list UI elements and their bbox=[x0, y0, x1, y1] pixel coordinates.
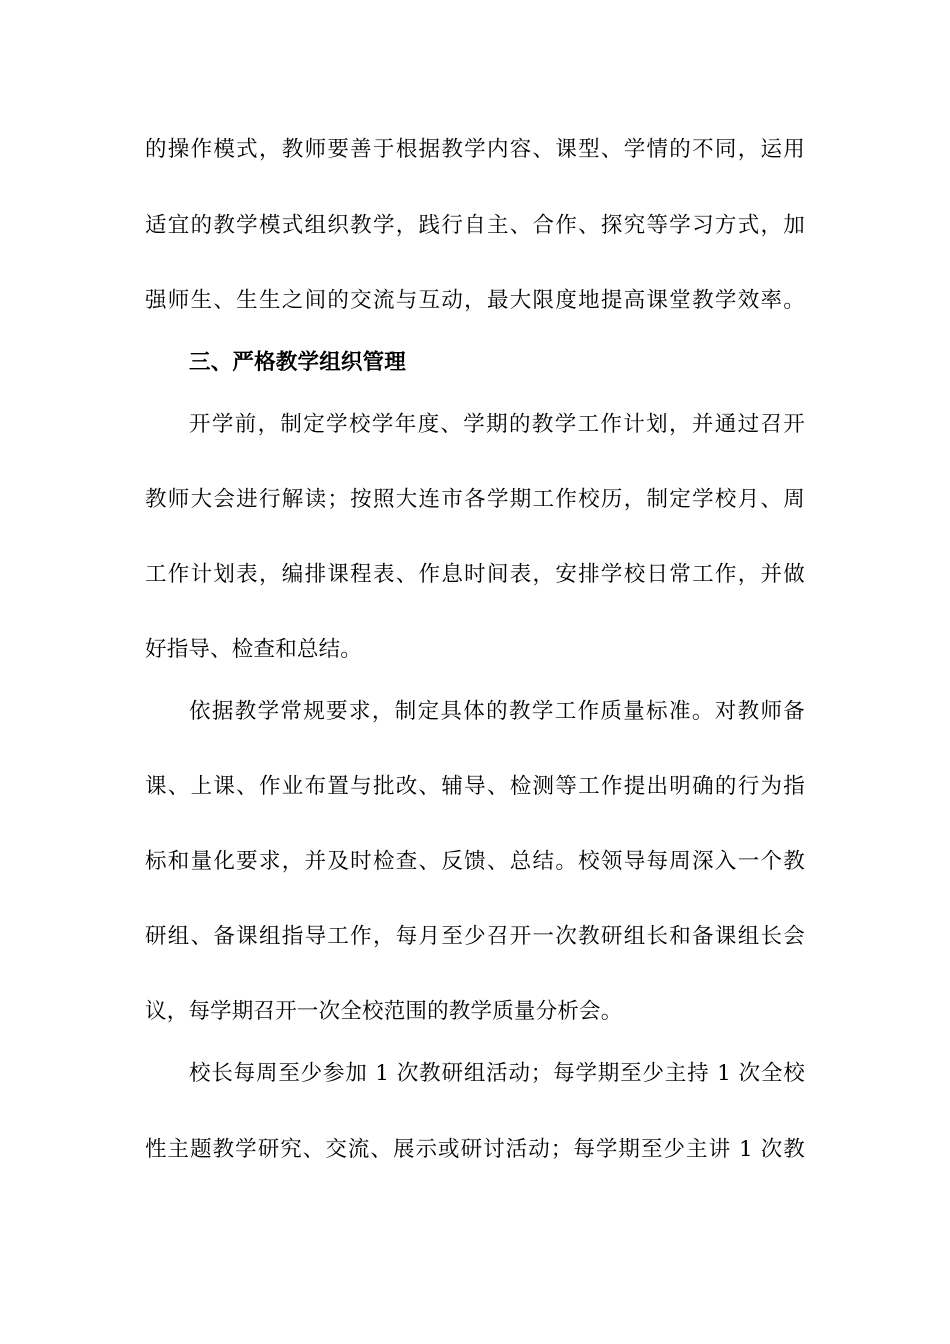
text-line: 的操作模式，教师要善于根据教学内容、课型、学情的不同，运用 bbox=[145, 137, 805, 162]
text-line: 开学前，制定学校学年度、学期的教学工作计划，并通过召开 bbox=[189, 412, 805, 437]
section-heading: 三、严格教学组织管理 bbox=[189, 350, 407, 375]
text-line: 研组、备课组指导工作，每月至少召开一次教研组长和备课组长会 bbox=[145, 924, 805, 949]
text-line: 适宜的教学模式组织教学，践行自主、合作、探究等学习方式，加 bbox=[145, 213, 805, 238]
text-line: 校长每周至少参加 1 次教研组活动；每学期至少主持 1 次全校 bbox=[189, 1061, 805, 1086]
text-line: 议，每学期召开一次全校范围的教学质量分析会。 bbox=[145, 999, 623, 1024]
text-line: 工作计划表，编排课程表、作息时间表，安排学校日常工作，并做 bbox=[145, 562, 805, 587]
text-line: 教师大会进行解读；按照大连市各学期工作校历，制定学校月、周 bbox=[145, 487, 805, 512]
text-line: 好指导、检查和总结。 bbox=[145, 637, 363, 662]
text-line: 性主题教学研究、交流、展示或研讨活动；每学期至少主讲 1 次教 bbox=[145, 1137, 805, 1162]
text-line: 强师生、生生之间的交流与互动，最大限度地提高课堂教学效率。 bbox=[145, 288, 805, 313]
text-line: 标和量化要求，并及时检查、反馈、总结。校领导每周深入一个教 bbox=[145, 849, 805, 874]
text-line: 依据教学常规要求，制定具体的教学工作质量标准。对教师备 bbox=[189, 699, 805, 724]
text-line: 课、上课、作业布置与批改、辅导、检测等工作提出明确的行为指 bbox=[145, 774, 805, 799]
